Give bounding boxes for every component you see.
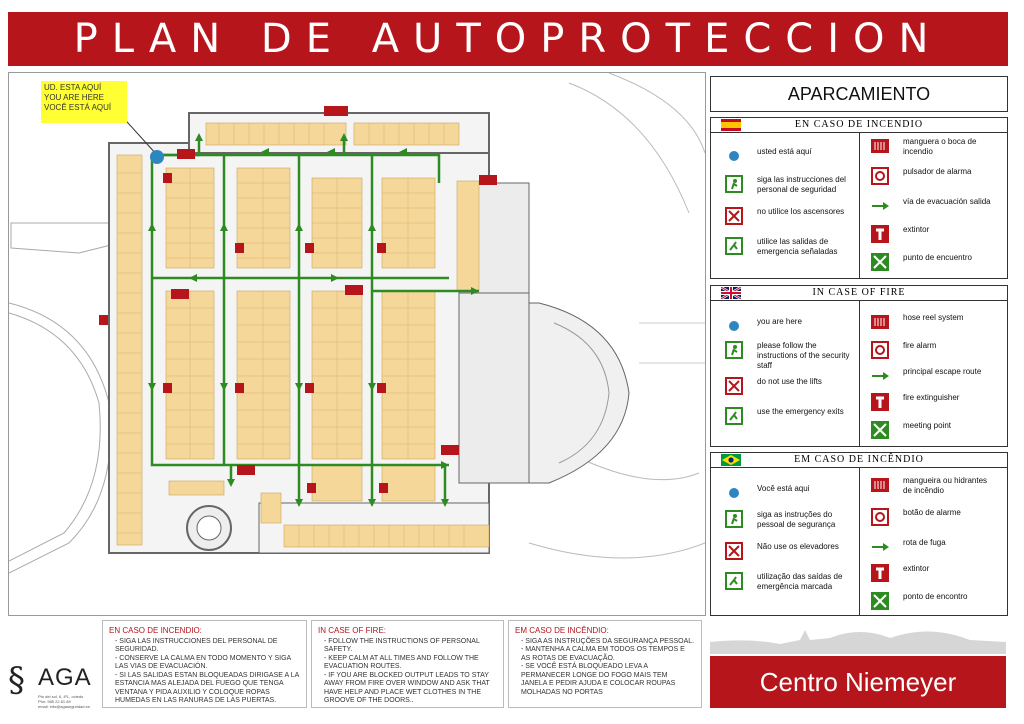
legend-item: use the emergency exits [725,407,844,425]
company-logo [8,660,108,710]
legend-heading: EN CASO DE INCENDIO [794,119,924,130]
emergency-exit-icon [725,572,743,590]
meeting-point-icon [871,421,889,439]
company-symbol: § [8,660,25,700]
instruction-item: - SI LAS SALIDAS ESTAN BLOQUEADAS DIRIGASE A LA ESTANCIA MAS ALEJADA DEL FUEGO QUE TENGA VENTANA Y PIDA AUXILIO Y COLOQUE ROPAS HUMEDAS EN LAS RANURAS DE LAS PUERTAS. [115,672,300,706]
legend-item: do not use the lifts [725,377,822,395]
skyline-illustration [710,620,1006,654]
escape-arrow-icon [871,538,889,556]
legend-item: you are here [725,317,802,335]
page-title: PLAN DE AUTOPROTECCION [8,12,1008,66]
you-are-here-en: YOU ARE HERE [44,93,105,102]
you-are-here-callout [41,81,127,123]
legend-item: siga las instrucciones del personal de seguridad [725,175,855,195]
legend-item: utilice las salidas de emergencia señaladas [725,237,855,257]
legend-heading: IN CASE OF FIRE [812,287,906,298]
instructions-es [102,620,307,708]
legend-item: rota de fuga [871,538,946,556]
hose-reel-icon [871,476,889,494]
legend-item: extintor [871,564,929,582]
legend-item: mangueira ou hidrantes de incêndio [871,476,996,496]
company-name: AGA [38,664,92,691]
extinguisher-icon [871,393,889,411]
brazil-flag-icon [721,454,741,466]
extinguisher-icon [871,564,889,582]
company-email: email: info@agaseguridad.es [38,704,90,709]
company-address: Pto del sol, 6, 4ºL, oviedo [38,694,84,699]
legend-item: fire alarm [871,341,936,359]
legend-item: meeting point [871,421,951,439]
legend-item: ponto de encontro [871,592,968,610]
legend-item: utilização das saídas de emergência marcada [725,572,855,592]
legend-item: please follow the instructions of the security staff [725,341,855,371]
legend-item: principal escape route [871,367,981,385]
you-are-here-dot-icon [725,317,743,335]
uk-flag-icon [721,287,741,299]
instructions-heading: IN CASE OF FIRE: [318,626,387,635]
instructions-heading: EN CASO DE INCENDIO: [109,626,202,635]
spain-flag-icon [721,119,741,131]
follow-staff-icon [725,341,743,359]
you-are-here-dot-icon [725,484,743,502]
hose-reel-icon [871,137,889,155]
legend-item: Não use os elevadores [725,542,839,560]
floor-plan [8,72,706,616]
instruction-item: - SIGA AS INSTRUÇÕES DA SEGURANÇA PESSOAL. [521,638,695,647]
instruction-item: - IF YOU ARE BLOCKED OUTPUT LEADS TO STAY AWAY FROM FIRE OVER WINDOW AND ASK THAT HAVE HELP AND PLACE WET CLOTHES IN THE GROOVE OF THE DOORS.. [324,672,497,706]
legend-item: vía de evacuación salida [871,197,991,215]
legend-item: usted está aquí [725,147,812,165]
meeting-point-icon [871,253,889,271]
company-phone: Phn: 985 22 81 89 [38,699,71,704]
instruction-item: - SE VOCÊ ESTÁ BLOQUEADO LEVA A PERMANECER LONGE DO FOGO MAIS TEM JANELA E PEDIR AJUDA E COLOCAR ROUPAS MOLHADAS NO PORTAS [521,663,695,697]
legend-item: hose reel system [871,313,963,331]
legend-item: punto de encuentro [871,253,972,271]
floor-plan-drawing [9,73,705,615]
legend-item: fire extinguisher [871,393,959,411]
legend-item: pulsador de alarma [871,167,971,185]
instructions-en [311,620,504,708]
instruction-item: - CONSERVE LA CALMA EN TODO MOMENTO Y SIGA LAS VIAS DE EVACUACIÓN. [115,655,300,672]
legend-spanish [710,117,1008,279]
instructions-heading: EM CASO DE INCÊNDIO: [515,626,609,635]
instruction-item: - MANTENHA A CALMA EM TODOS OS TEMPOS E AS ROTAS DE EVACUAÇÃO. [521,646,695,663]
fire-alarm-icon [871,167,889,185]
area-title: APARCAMIENTO [710,76,1008,112]
you-are-here-dot-icon [725,147,743,165]
legend-item: siga as instruções do pessoal de segurança [725,510,855,530]
legend-item: manguera o boca de incendio [871,137,991,157]
legend-english [710,285,1008,447]
legend-item: no utilice los ascensores [725,207,844,225]
fire-alarm-icon [871,508,889,526]
you-are-here-pt: VOCÊ ESTÁ AQUÍ [44,103,112,112]
escape-arrow-icon [871,367,889,385]
legend-item: botão de alarme [871,508,961,526]
legend-item: extintor [871,225,929,243]
you-are-here-es: UD. ESTA AQUÍ [44,83,102,92]
venue-banner: Centro Niemeyer [710,656,1006,708]
fire-alarm-icon [871,341,889,359]
meeting-point-icon [871,592,889,610]
no-lifts-icon [725,377,743,395]
legend-heading: EM CASO DE INCÊNDIO [794,454,924,465]
emergency-exit-icon [725,237,743,255]
legend-item: Você está aqui [725,484,809,502]
emergency-exit-icon [725,407,743,425]
instruction-item: - SIGA LAS INSTRUCCIONES DEL PERSONAL DE SEGURIDAD. [115,638,300,655]
extinguisher-icon [871,225,889,243]
no-lifts-icon [725,542,743,560]
follow-staff-icon [725,175,743,193]
instruction-item: - KEEP CALM AT ALL TIMES AND FOLLOW THE EVACUATION ROUTES. [324,655,497,672]
instructions-pt [508,620,702,708]
hose-reel-icon [871,313,889,331]
no-lifts-icon [725,207,743,225]
escape-arrow-icon [871,197,889,215]
follow-staff-icon [725,510,743,528]
legend-portuguese [710,452,1008,616]
instruction-item: - FOLLOW THE INSTRUCTIONS OF PERSONAL SAFETY. [324,638,497,655]
